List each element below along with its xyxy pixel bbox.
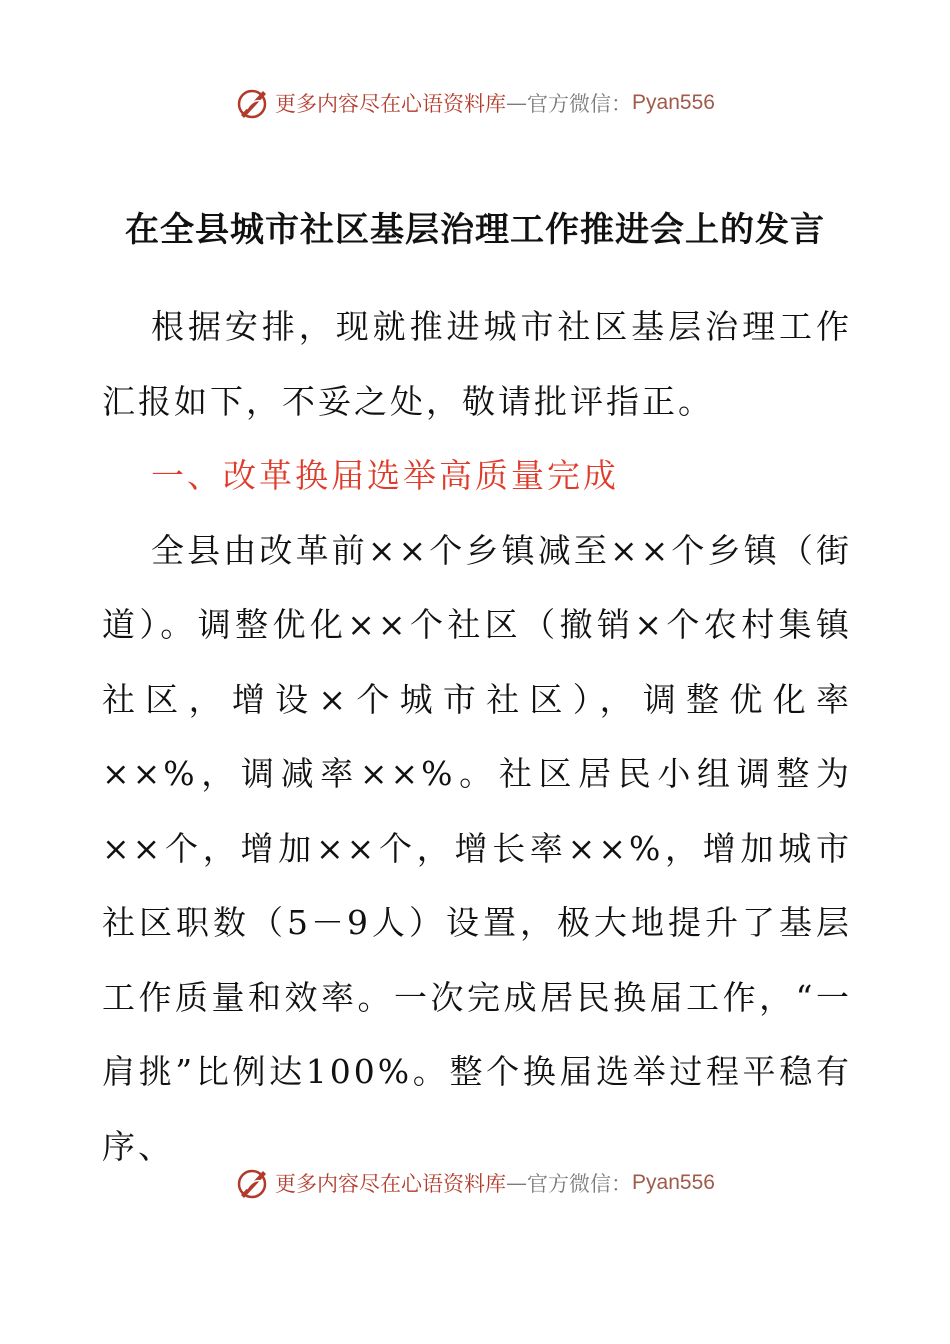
intro-paragraph: 根据安排，现就推进城市社区基层治理工作汇报如下，不妥之处，敬请批评指正。 [102,307,852,421]
pen-circle-logo-icon [235,1165,271,1201]
pen-circle-logo-icon [235,85,271,121]
banner-promo-text: 更多内容尽在心语资料库 [275,1172,507,1196]
footer-banner [0,1163,950,1203]
banner-promo-text: 更多内容尽在心语资料库 [275,92,507,116]
banner-wechat-label: 官方微信： [527,92,633,116]
document-body [102,290,852,1184]
document-title: 在全县城市社区基层治理工作推进会上的发言 [125,210,825,250]
banner-dash: — [506,1171,528,1195]
section-heading: 一、改革换届选举高质量完成 [151,456,619,495]
banner-wechat-label: 官方微信： [527,1172,633,1196]
banner-dash: — [506,91,528,115]
body-paragraph: 全县由改革前××个乡镇减至××个乡镇（街道）。调整优化××个社区（撤销×个农村集镇社区，增设×个城市社区），调整优化率××%，调减率××%。社区居民小组调整为××个，增加××个，增长率××%，增加城市社区职数（5－9人）设置，极大地提升了基层工作质量和效率。一次完成居民换届工作，“一肩挑”比例达100%。整个换届选举过程平稳有序、 [102,530,852,1166]
banner-wechat-id: Pyan556 [632,1171,715,1194]
banner-wechat-id: Pyan556 [632,91,715,114]
header-banner [0,83,950,123]
